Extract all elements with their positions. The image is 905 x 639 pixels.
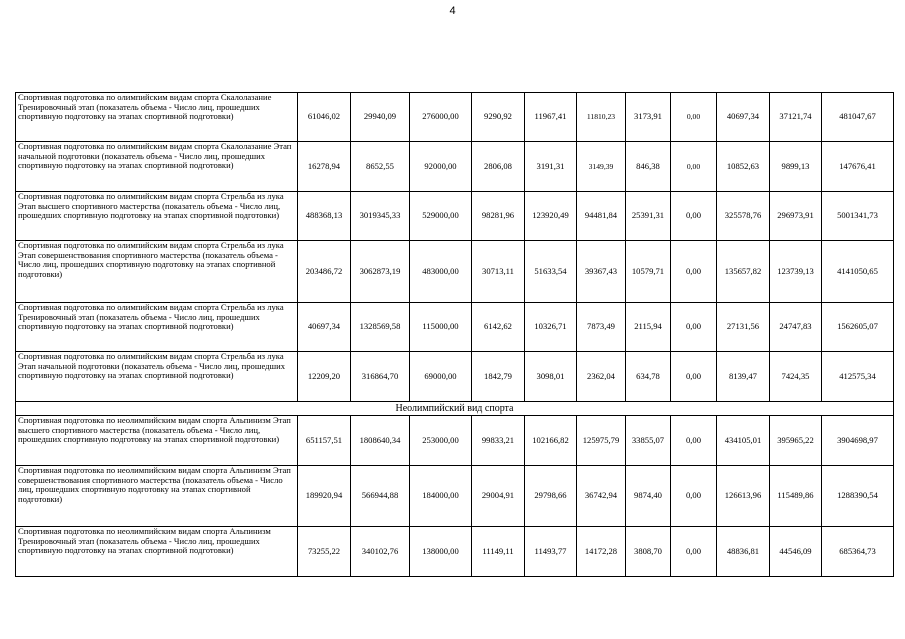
table-cell: 483000,00 [410,241,472,303]
table-cell: 184000,00 [410,466,472,527]
table-cell: 3098,01 [525,352,577,402]
page-number: 4 [449,5,456,17]
table-cell: 5001341,73 [822,192,894,241]
table-cell: 37121,74 [770,93,822,142]
table-cell: 3019345,33 [351,192,410,241]
table-cell: 138000,00 [410,527,472,577]
table-cell: 33855,07 [626,416,671,466]
table-cell: 44546,09 [770,527,822,577]
table-cell: 0,00 [671,352,717,402]
row-description: Спортивная подготовка по олимпийским видам спорта Скалолазание Тренировочный этап (показатель объема - Число лиц, прошедших спортивную подготовку на этапах спортивной подготовки) [16,93,298,142]
table-cell: 30713,11 [472,241,525,303]
table-cell: 1328569,58 [351,303,410,352]
table-cell: 488368,13 [298,192,351,241]
table-cell: 36742,94 [577,466,626,527]
table-cell: 125975,79 [577,416,626,466]
table-cell: 6142,62 [472,303,525,352]
table-cell: 481047,67 [822,93,894,142]
table-cell: 0,00 [671,241,717,303]
table-cell: 25391,31 [626,192,671,241]
table-cell: 203486,72 [298,241,351,303]
table-cell: 9290,92 [472,93,525,142]
table-cell: 27131,56 [717,303,770,352]
section-row [16,402,894,416]
table-cell: 253000,00 [410,416,472,466]
table-cell: 123739,13 [770,241,822,303]
table-row [16,416,894,466]
table-cell: 40697,34 [298,303,351,352]
table-cell: 135657,82 [717,241,770,303]
table-cell: 12209,20 [298,352,351,402]
table-cell: 61046,02 [298,93,351,142]
table-cell: 39367,43 [577,241,626,303]
table-cell: 685364,73 [822,527,894,577]
table-cell: 16278,94 [298,142,351,192]
table-cell: 1288390,54 [822,466,894,527]
table-cell: 94481,84 [577,192,626,241]
table-row [16,352,894,402]
table-cell: 147676,41 [822,142,894,192]
row-description: Спортивная подготовка по олимпийским видам спорта Скалолазание Этап начальной подготовки (показатель объема - Число лиц, прошедших спортивную подготовку на этапах спортивной подготовки) [16,142,298,192]
table-cell: 434105,01 [717,416,770,466]
row-description: Спортивная подготовка по олимпийским видам спорта Стрельба из лука Этап высшего спортивного мастерства (показатель объема - Число лиц, прошедших спортивную подготовку на этапах спортивной подготовки) [16,192,298,241]
table-cell: 115489,86 [770,466,822,527]
table-cell: 11493,77 [525,527,577,577]
table-cell: 1808640,34 [351,416,410,466]
table-row [16,192,894,241]
row-description: Спортивная подготовка по олимпийским видам спорта Стрельба из лука Тренировочный этап (показатель объема - Число лиц, прошедших спортивную подготовку на этапах спортивной подготовки) [16,303,298,352]
table-cell: 395965,22 [770,416,822,466]
table-row [16,93,894,142]
table-cell: 29004,91 [472,466,525,527]
table-cell: 846,38 [626,142,671,192]
table-cell: 11810,23 [577,93,626,142]
table-cell: 325578,76 [717,192,770,241]
table-cell: 4141050,65 [822,241,894,303]
table-cell: 99833,21 [472,416,525,466]
table-cell: 29940,09 [351,93,410,142]
table-cell: 0,00 [671,527,717,577]
table-row [16,527,894,577]
table-cell: 8652,55 [351,142,410,192]
table-cell: 11967,41 [525,93,577,142]
table-cell: 2362,04 [577,352,626,402]
row-description: Спортивная подготовка по неолимпийским видам спорта Альпинизм Этап высшего спортивного мастерства (показатель объема - Число лиц, прошедших спортивную подготовку на этапах спортивной подготовки) [16,416,298,466]
table-cell: 92000,00 [410,142,472,192]
table-cell: 73255,22 [298,527,351,577]
table-cell: 48836,81 [717,527,770,577]
table-cell: 296973,91 [770,192,822,241]
table-cell: 8139,47 [717,352,770,402]
table-cell: 3149,39 [577,142,626,192]
table-row [16,466,894,527]
table-cell: 98281,96 [472,192,525,241]
table-cell: 11149,11 [472,527,525,577]
table-cell: 40697,34 [717,93,770,142]
table-cell: 9899,13 [770,142,822,192]
table-row [16,303,894,352]
table-cell: 0,00 [671,142,717,192]
table-cell: 29798,66 [525,466,577,527]
table-cell: 340102,76 [351,527,410,577]
row-description: Спортивная подготовка по олимпийским видам спорта Стрельба из лука Этап совершенствования спортивного мастерства (показатель объема - Число лиц, прошедших спортивную подготовку на этапах спортивной подготовки) [16,241,298,303]
table-cell: 3808,70 [626,527,671,577]
table-cell: 276000,00 [410,93,472,142]
table-cell: 3173,91 [626,93,671,142]
table-cell: 0,00 [671,303,717,352]
table-cell: 7873,49 [577,303,626,352]
table-cell: 10579,71 [626,241,671,303]
table-cell: 24747,83 [770,303,822,352]
table-cell: 9874,40 [626,466,671,527]
section-title: Неолимпийский вид спорта [16,402,894,416]
table-cell: 3191,31 [525,142,577,192]
table-cell: 651157,51 [298,416,351,466]
table-cell: 566944,88 [351,466,410,527]
table-cell: 3904698,97 [822,416,894,466]
table-cell: 189920,94 [298,466,351,527]
row-description: Спортивная подготовка по неолимпийским видам спорта Альпинизм Тренировочный этап (показатель объема - Число лиц, прошедших спортивную подготовку на этапах спортивной подготовки) [16,527,298,577]
table-cell: 126613,96 [717,466,770,527]
table-cell: 2806,08 [472,142,525,192]
table-cell: 51633,54 [525,241,577,303]
table-cell: 10852,63 [717,142,770,192]
table-cell: 0,00 [671,416,717,466]
table-cell: 2115,94 [626,303,671,352]
row-description: Спортивная подготовка по олимпийским видам спорта Стрельба из лука Этап начальной подготовки (показатель объема - Число лиц, прошедших спортивную подготовку на этапах спортивной подготовки) [16,352,298,402]
table-cell: 412575,34 [822,352,894,402]
table-cell: 634,78 [626,352,671,402]
table-cell: 1562605,07 [822,303,894,352]
table-cell: 7424,35 [770,352,822,402]
table-cell: 0,00 [671,93,717,142]
table-cell: 0,00 [671,192,717,241]
table-cell: 14172,28 [577,527,626,577]
table-cell: 0,00 [671,466,717,527]
table-cell: 529000,00 [410,192,472,241]
budget-table [15,92,894,577]
table-cell: 69000,00 [410,352,472,402]
table-row [16,241,894,303]
table-cell: 102166,82 [525,416,577,466]
table-cell: 115000,00 [410,303,472,352]
table-cell: 123920,49 [525,192,577,241]
table-cell: 10326,71 [525,303,577,352]
table-row [16,142,894,192]
table-cell: 1842,79 [472,352,525,402]
row-description: Спортивная подготовка по неолимпийским видам спорта Альпинизм Этап совершенствования спортивного мастерства (показатель объема - Число лиц, прошедших спортивную подготовку на этапах спортивной подготовки) [16,466,298,527]
table-cell: 316864,70 [351,352,410,402]
table-cell: 3062873,19 [351,241,410,303]
